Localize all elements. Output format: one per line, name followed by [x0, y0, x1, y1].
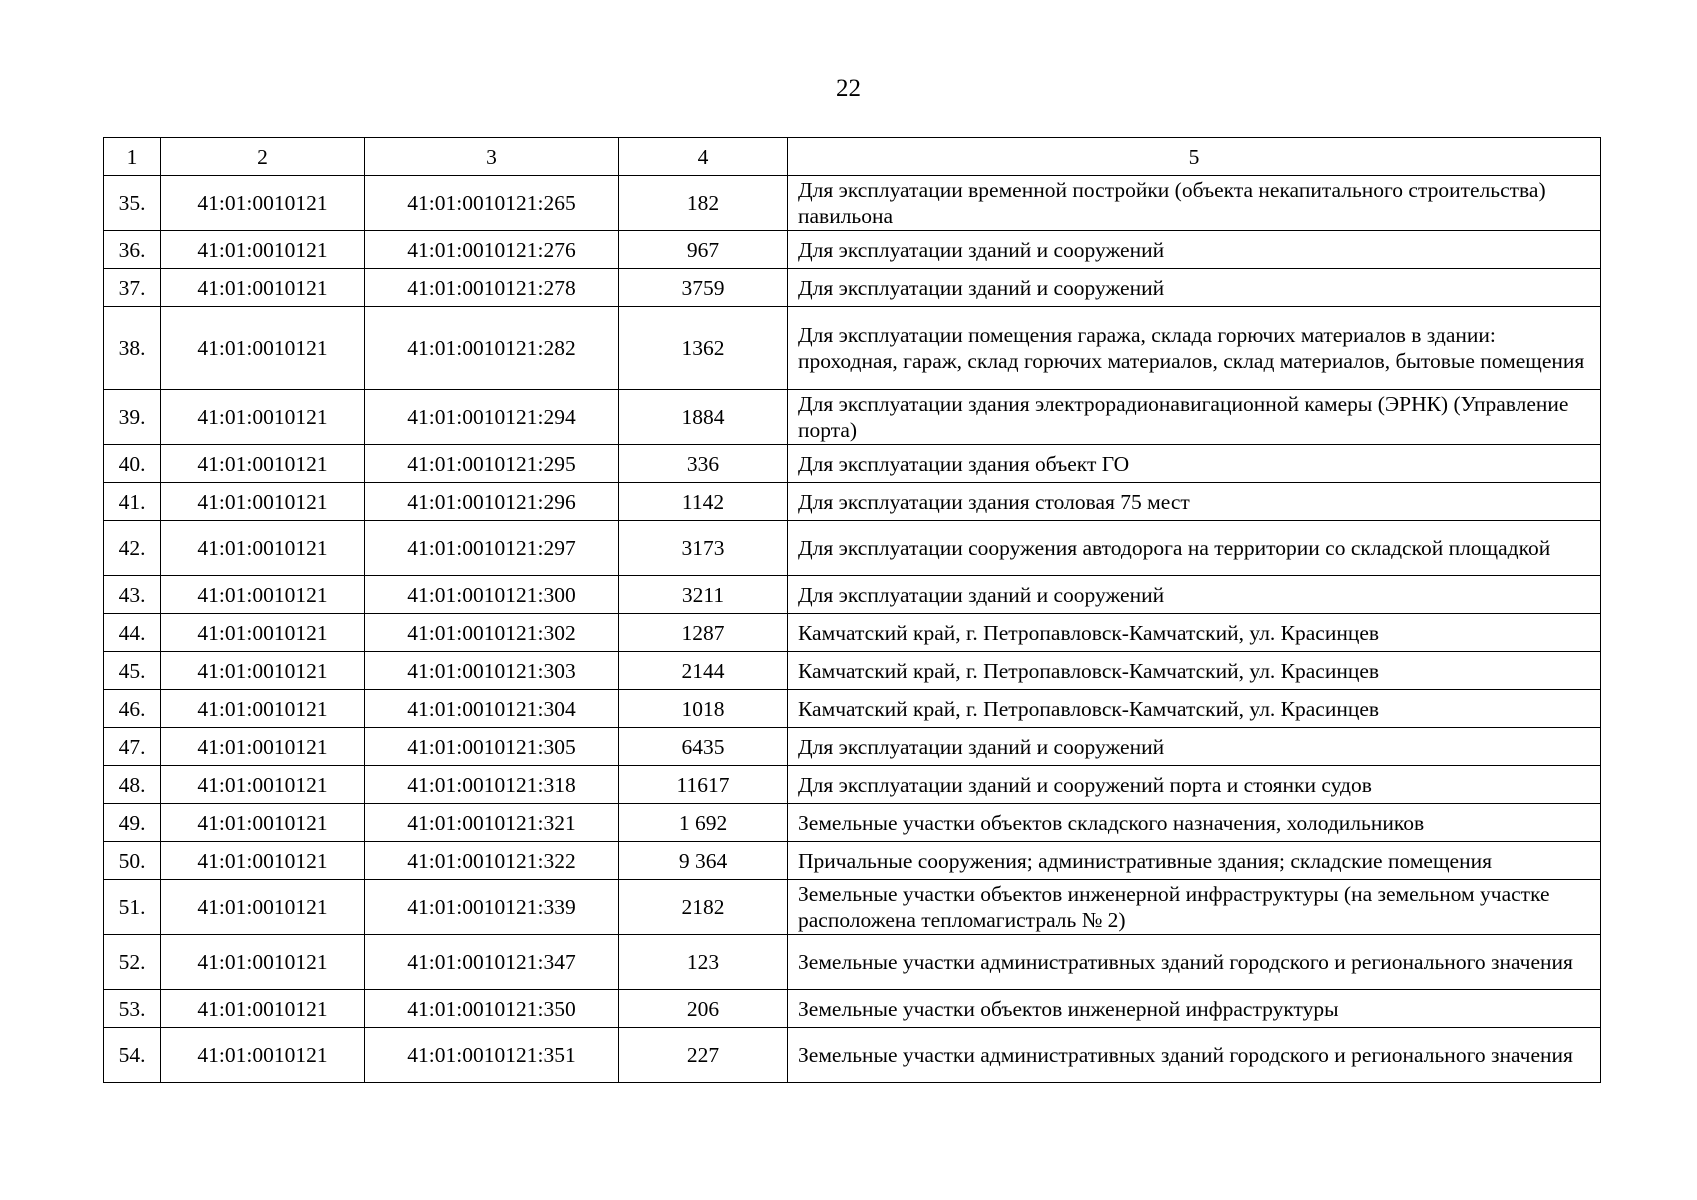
- row-number-cell: 37.: [104, 269, 161, 307]
- row-number-cell: 36.: [104, 231, 161, 269]
- cadastral-quarter-cell: 41:01:0010121: [161, 1028, 365, 1083]
- cadastral-quarter-cell: 41:01:0010121: [161, 307, 365, 390]
- cadastral-number-cell: 41:01:0010121:294: [365, 390, 619, 445]
- description-cell: Камчатский край, г. Петропавловск-Камчатский, ул. Красинцев: [788, 652, 1601, 690]
- table-row: [104, 1028, 1601, 1083]
- row-number-cell: 47.: [104, 728, 161, 766]
- area-cell: 1287: [619, 614, 788, 652]
- cadastral-quarter-cell: 41:01:0010121: [161, 766, 365, 804]
- column-header: 4: [619, 138, 788, 176]
- cadastral-number-cell: 41:01:0010121:297: [365, 521, 619, 576]
- description-cell: Для эксплуатации здания объект ГО: [788, 445, 1601, 483]
- cadastral-quarter-cell: 41:01:0010121: [161, 231, 365, 269]
- cadastral-number-cell: 41:01:0010121:302: [365, 614, 619, 652]
- cadastral-number-cell: 41:01:0010121:321: [365, 804, 619, 842]
- area-cell: 1 692: [619, 804, 788, 842]
- row-number-cell: 40.: [104, 445, 161, 483]
- table-row: [104, 445, 1601, 483]
- description-cell: Земельные участки объектов инженерной инфраструктуры (на земельном участке расположена тепломагистраль № 2): [788, 880, 1601, 935]
- description-cell: Для эксплуатации зданий и сооружений: [788, 576, 1601, 614]
- cadastral-quarter-cell: 41:01:0010121: [161, 804, 365, 842]
- column-header: 3: [365, 138, 619, 176]
- row-number-cell: 54.: [104, 1028, 161, 1083]
- description-cell: Для эксплуатации временной постройки (объекта некапитального строительства) павильона: [788, 176, 1601, 231]
- description-cell: Для эксплуатации помещения гаража, склада горючих материалов в здании: проходная, гараж, склад горючих материалов, склад материалов, бытовые помещения: [788, 307, 1601, 390]
- row-number-cell: 50.: [104, 842, 161, 880]
- cadastral-quarter-cell: 41:01:0010121: [161, 614, 365, 652]
- cadastral-number-cell: 41:01:0010121:304: [365, 690, 619, 728]
- table-row: [104, 766, 1601, 804]
- column-header: 2: [161, 138, 365, 176]
- description-cell: Для эксплуатации зданий и сооружений: [788, 269, 1601, 307]
- area-cell: 2182: [619, 880, 788, 935]
- cadastral-quarter-cell: 41:01:0010121: [161, 269, 365, 307]
- column-header: 5: [788, 138, 1601, 176]
- cadastral-quarter-cell: 41:01:0010121: [161, 880, 365, 935]
- description-cell: Земельные участки объектов инженерной инфраструктуры: [788, 990, 1601, 1028]
- cadastral-quarter-cell: 41:01:0010121: [161, 445, 365, 483]
- cadastral-quarter-cell: 41:01:0010121: [161, 390, 365, 445]
- table-row: [104, 614, 1601, 652]
- table-row: [104, 576, 1601, 614]
- area-cell: 1142: [619, 483, 788, 521]
- row-number-cell: 48.: [104, 766, 161, 804]
- description-cell: Для эксплуатации зданий и сооружений: [788, 231, 1601, 269]
- row-number-cell: 45.: [104, 652, 161, 690]
- cadastral-number-cell: 41:01:0010121:350: [365, 990, 619, 1028]
- cadastral-quarter-cell: 41:01:0010121: [161, 728, 365, 766]
- row-number-cell: 51.: [104, 880, 161, 935]
- description-cell: Земельные участки административных зданий городского и регионального значения: [788, 935, 1601, 990]
- cadastral-number-cell: 41:01:0010121:265: [365, 176, 619, 231]
- cadastral-number-cell: 41:01:0010121:318: [365, 766, 619, 804]
- area-cell: 227: [619, 1028, 788, 1083]
- cadastral-number-cell: 41:01:0010121:282: [365, 307, 619, 390]
- description-cell: Для эксплуатации зданий и сооружений: [788, 728, 1601, 766]
- area-cell: 336: [619, 445, 788, 483]
- row-number-cell: 41.: [104, 483, 161, 521]
- area-cell: 9 364: [619, 842, 788, 880]
- cadastral-quarter-cell: 41:01:0010121: [161, 842, 365, 880]
- cadastral-number-cell: 41:01:0010121:296: [365, 483, 619, 521]
- area-cell: 3211: [619, 576, 788, 614]
- cadastral-quarter-cell: 41:01:0010121: [161, 652, 365, 690]
- area-cell: 6435: [619, 728, 788, 766]
- cadastral-quarter-cell: 41:01:0010121: [161, 935, 365, 990]
- area-cell: 182: [619, 176, 788, 231]
- cadastral-quarter-cell: 41:01:0010121: [161, 990, 365, 1028]
- row-number-cell: 44.: [104, 614, 161, 652]
- description-cell: Камчатский край, г. Петропавловск-Камчатский, ул. Красинцев: [788, 690, 1601, 728]
- cadastral-number-cell: 41:01:0010121:351: [365, 1028, 619, 1083]
- table-row: [104, 652, 1601, 690]
- table-row: [104, 728, 1601, 766]
- table-row: [104, 804, 1601, 842]
- area-cell: 3173: [619, 521, 788, 576]
- cadastral-number-cell: 41:01:0010121:276: [365, 231, 619, 269]
- row-number-cell: 38.: [104, 307, 161, 390]
- land-plots-table: [103, 137, 1601, 1083]
- table-row: [104, 935, 1601, 990]
- page-number: 22: [836, 75, 861, 102]
- table-row: [104, 521, 1601, 576]
- cadastral-number-cell: 41:01:0010121:303: [365, 652, 619, 690]
- area-cell: 123: [619, 935, 788, 990]
- table-row: [104, 390, 1601, 445]
- row-number-cell: 46.: [104, 690, 161, 728]
- row-number-cell: 52.: [104, 935, 161, 990]
- area-cell: 967: [619, 231, 788, 269]
- description-cell: Причальные сооружения; административные здания; складские помещения: [788, 842, 1601, 880]
- row-number-cell: 39.: [104, 390, 161, 445]
- row-number-cell: 43.: [104, 576, 161, 614]
- table-row: [104, 690, 1601, 728]
- table-row: [104, 880, 1601, 935]
- table-row: [104, 842, 1601, 880]
- table-row: [104, 307, 1601, 390]
- area-cell: 11617: [619, 766, 788, 804]
- table-body: [104, 138, 1601, 1083]
- description-cell: Для эксплуатации здания столовая 75 мест: [788, 483, 1601, 521]
- table-header-row: [104, 138, 1601, 176]
- description-cell: Земельные участки объектов складского назначения, холодильников: [788, 804, 1601, 842]
- row-number-cell: 35.: [104, 176, 161, 231]
- cadastral-number-cell: 41:01:0010121:347: [365, 935, 619, 990]
- column-header: 1: [104, 138, 161, 176]
- table-row: [104, 483, 1601, 521]
- description-cell: Для эксплуатации сооружения автодорога на территории со складской площадкой: [788, 521, 1601, 576]
- area-cell: 3759: [619, 269, 788, 307]
- cadastral-number-cell: 41:01:0010121:300: [365, 576, 619, 614]
- cadastral-number-cell: 41:01:0010121:305: [365, 728, 619, 766]
- cadastral-number-cell: 41:01:0010121:295: [365, 445, 619, 483]
- cadastral-number-cell: 41:01:0010121:322: [365, 842, 619, 880]
- area-cell: 1362: [619, 307, 788, 390]
- description-cell: Для эксплуатации здания электрорадионавигационной камеры (ЭРНК) (Управление порта): [788, 390, 1601, 445]
- area-cell: 1018: [619, 690, 788, 728]
- table-row: [104, 231, 1601, 269]
- cadastral-quarter-cell: 41:01:0010121: [161, 176, 365, 231]
- cadastral-number-cell: 41:01:0010121:278: [365, 269, 619, 307]
- description-cell: Камчатский край, г. Петропавловск-Камчатский, ул. Красинцев: [788, 614, 1601, 652]
- cadastral-quarter-cell: 41:01:0010121: [161, 690, 365, 728]
- table-row: [104, 269, 1601, 307]
- cadastral-quarter-cell: 41:01:0010121: [161, 521, 365, 576]
- cadastral-quarter-cell: 41:01:0010121: [161, 576, 365, 614]
- row-number-cell: 42.: [104, 521, 161, 576]
- cadastral-quarter-cell: 41:01:0010121: [161, 483, 365, 521]
- row-number-cell: 49.: [104, 804, 161, 842]
- description-cell: Для эксплуатации зданий и сооружений порта и стоянки судов: [788, 766, 1601, 804]
- area-cell: 2144: [619, 652, 788, 690]
- cadastral-number-cell: 41:01:0010121:339: [365, 880, 619, 935]
- description-cell: Земельные участки административных зданий городского и регионального значения: [788, 1028, 1601, 1083]
- area-cell: 1884: [619, 390, 788, 445]
- row-number-cell: 53.: [104, 990, 161, 1028]
- table-row: [104, 990, 1601, 1028]
- table-row: [104, 176, 1601, 231]
- area-cell: 206: [619, 990, 788, 1028]
